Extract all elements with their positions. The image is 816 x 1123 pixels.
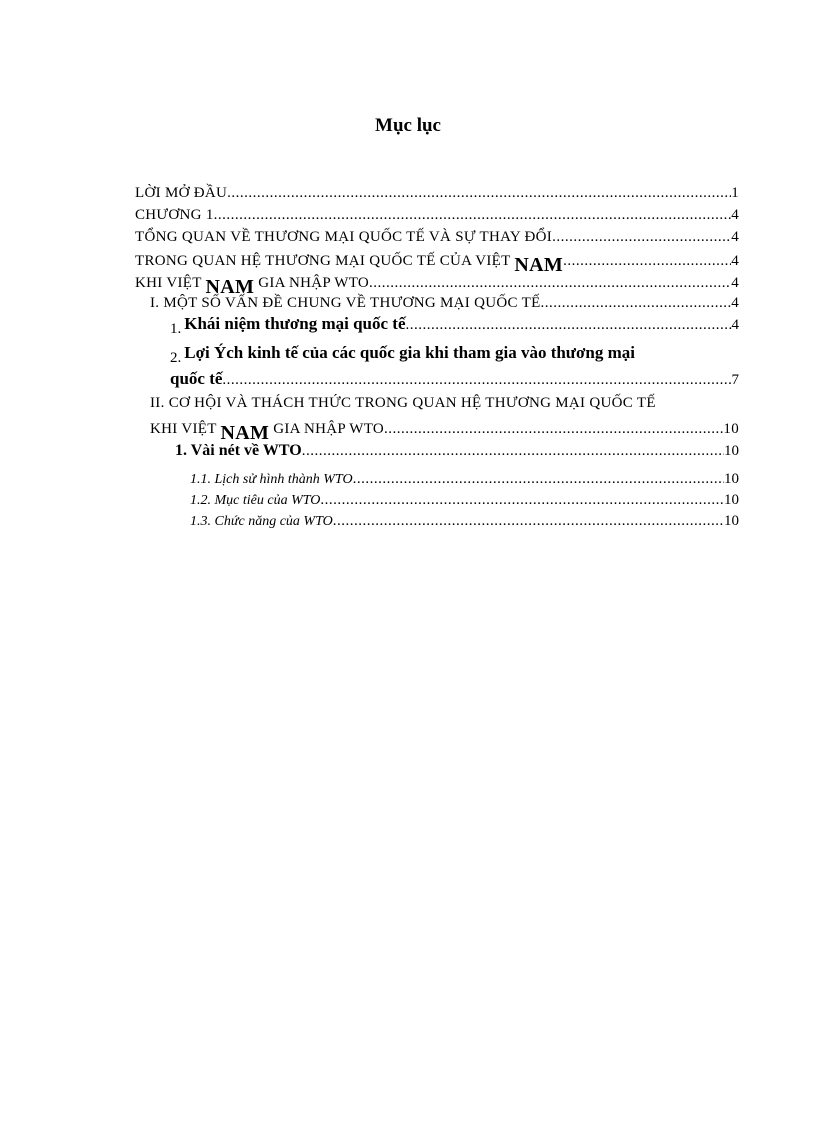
- toc-entry-page: 4: [731, 207, 739, 223]
- toc-entry-text-part: KHI VIỆT: [135, 275, 202, 291]
- page-title: Mục lục: [375, 115, 441, 136]
- toc-leader-dots: [552, 227, 731, 247]
- toc-entry-page: 1: [731, 185, 739, 201]
- toc-entry-text: [170, 314, 406, 335]
- toc-entry-title: 1.2. Mục tiêu của WTO: [190, 493, 321, 508]
- toc-entry[interactable]: [135, 249, 739, 276]
- toc-entry-title: 1.1. Lịch sử hình thành WTO: [190, 472, 353, 487]
- toc-entry[interactable]: [170, 314, 739, 335]
- toc-entry-title: quốc tế: [170, 369, 223, 388]
- toc-leader-dots: [353, 469, 724, 489]
- toc-leader-dots: [227, 183, 731, 203]
- toc-entry[interactable]: [170, 369, 739, 390]
- toc-entry-page: 7: [731, 372, 739, 388]
- toc-entry-title: 1. Vài nét về WTO: [175, 442, 302, 459]
- toc-entry-text: [135, 271, 370, 298]
- toc-entry-text-big: NAM: [514, 254, 564, 276]
- toc-entry[interactable]: [175, 441, 739, 461]
- toc-entry-text-big: NAM: [220, 422, 270, 444]
- toc-entry[interactable]: [135, 271, 739, 298]
- toc-leader-dots: [222, 370, 731, 390]
- toc-entry[interactable]: [190, 511, 739, 532]
- toc-entry-page: 10: [723, 421, 739, 437]
- toc-entry[interactable]: [190, 490, 739, 511]
- toc-leader-dots: [563, 251, 731, 271]
- toc-leader-dots: [320, 490, 724, 510]
- toc-leader-dots: [406, 315, 732, 335]
- toc-entry-page: 10: [724, 443, 739, 459]
- toc-entry-number: 2.: [170, 350, 182, 366]
- toc-entry[interactable]: [135, 205, 739, 225]
- toc-leader-dots: [369, 273, 731, 293]
- toc-entry[interactable]: [190, 469, 739, 490]
- toc-entry-page: 4: [731, 275, 739, 291]
- toc-leader-dots: [541, 293, 732, 313]
- toc-entry-text: [135, 249, 564, 276]
- toc-entry-page: 4: [731, 317, 739, 333]
- toc-entry-title: Khái niệm thương mại quốc tế: [184, 314, 406, 333]
- toc-entry-page: 10: [724, 471, 739, 487]
- toc-entry-page: 10: [724, 492, 739, 508]
- toc-leader-dots: [302, 441, 724, 461]
- toc-leader-dots: [214, 205, 732, 225]
- toc-entry-line[interactable]: II. CƠ HỘI VÀ THÁCH THỨC TRONG QUAN HỆ THƯƠNG MẠI QUỐC TẾ: [150, 395, 656, 411]
- toc-entry-text: I. MỘT SỐ VẤN ĐỀ CHUNG VỀ THƯƠNG MẠI QUỐC TẾ: [150, 295, 541, 311]
- toc-leader-dots: [384, 419, 723, 439]
- toc-entry-text: LỜI MỞ ĐẦU: [135, 185, 228, 201]
- toc-entry-text: [150, 417, 385, 444]
- toc-entry-line[interactable]: [170, 343, 636, 366]
- toc-entry-text-big: NAM: [205, 276, 255, 298]
- toc-entry-text-part: TRONG QUAN HỆ THƯƠNG MẠI QUỐC TẾ CỦA VIỆT: [135, 253, 511, 269]
- toc-entry-number: 1.: [170, 321, 182, 337]
- toc-entry-text-part: KHI VIỆT: [150, 421, 217, 437]
- toc-entry-page: 4: [731, 295, 739, 311]
- toc-leader-dots: [333, 511, 724, 531]
- toc-entry-page: 4: [731, 229, 739, 245]
- toc-entry[interactable]: [150, 293, 739, 313]
- toc-entry-text: CHƯƠNG 1: [135, 207, 214, 223]
- toc-entry-page: 10: [724, 513, 739, 529]
- toc-entry-text: TỔNG QUAN VỀ THƯƠNG MẠI QUỐC TẾ VÀ SỰ THAY ĐỔI: [135, 229, 553, 245]
- toc-entry-text-part: GIA NHẬP WTO: [258, 275, 370, 291]
- toc-entry-title: Lợi Ých kinh tế của các quốc gia khi tham gia vào thương mại: [184, 343, 636, 362]
- toc-entry[interactable]: [135, 227, 739, 247]
- toc-entry[interactable]: [135, 183, 739, 203]
- toc-entry[interactable]: [150, 417, 739, 444]
- toc-entry-page: 4: [731, 253, 739, 269]
- toc-entry-text-part: GIA NHẬP WTO: [273, 421, 385, 437]
- toc-entry-title: 1.3. Chức năng của WTO: [190, 514, 333, 529]
